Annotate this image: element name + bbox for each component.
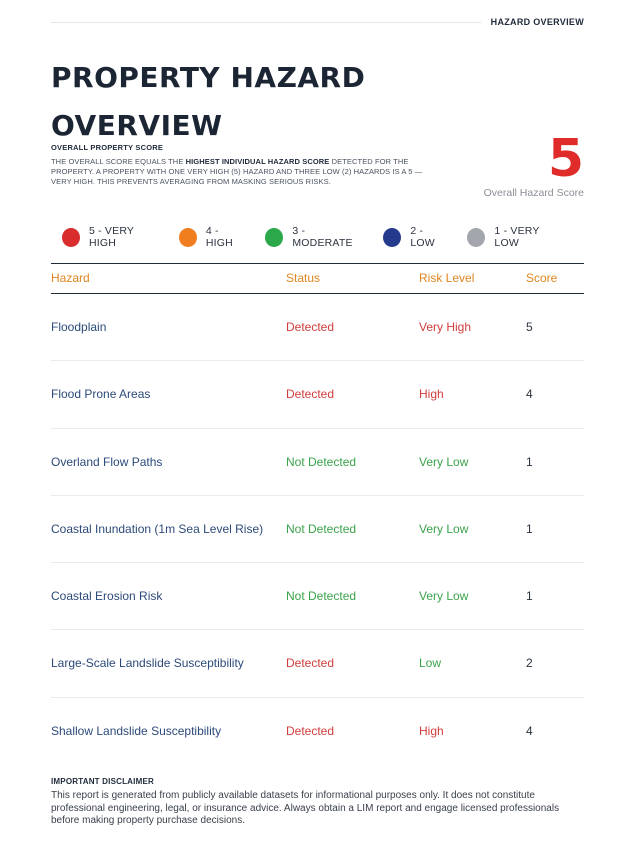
very-low-dot xyxy=(467,228,485,247)
page-title: PROPERTY HAZARD OVERVIEW xyxy=(51,61,366,142)
low-dot xyxy=(383,228,401,247)
table-row xyxy=(51,361,584,428)
hazard-score: 1 xyxy=(526,589,533,604)
hazard-risk-level: Very Low xyxy=(419,521,469,536)
hazard-score: 1 xyxy=(526,454,533,469)
header-risk-level: Risk Level xyxy=(419,271,475,285)
table-row xyxy=(51,496,584,563)
hazard-name: Floodplain xyxy=(51,320,107,334)
explanation-text-start: THE OVERALL SCORE EQUALS THE xyxy=(51,157,186,166)
hazard-status: Detected xyxy=(286,320,335,334)
overall-score-value: 5 xyxy=(547,129,584,189)
legend-item xyxy=(62,225,160,249)
section-label: HAZARD OVERVIEW xyxy=(490,17,584,27)
hazard-status: Detected xyxy=(286,723,335,738)
hazard-status: Detected xyxy=(286,656,335,671)
hazard-status: Not Detected xyxy=(286,521,357,536)
explanation-text-bold: HIGHEST INDIVIDUAL HAZARD SCORE xyxy=(185,157,330,166)
disclaimer xyxy=(51,777,586,828)
hazard-risk-level: High xyxy=(419,387,444,402)
overall-score-block xyxy=(483,129,584,199)
moderate-dot xyxy=(265,228,283,247)
explanation-text-end: DETECTED FOR THE PROPERTY. A PROPERTY WITH ONE VERY HIGH (5) HAZARD AND THREE LOW (2) HAZARDS IS A 5 — VERY HIGH. THIS PREVENTS AVERAGING FROM MASKING SERIOUS RISKS. xyxy=(51,157,423,186)
table-row xyxy=(51,563,584,630)
hazard-name: Coastal Inundation (1m Sea Level Rise) xyxy=(51,521,264,536)
legend-item xyxy=(265,225,364,249)
legend-label: 3 - MODERATE xyxy=(292,225,353,249)
hazard-name: Overland Flow Paths xyxy=(51,454,163,469)
hazard-score: 4 xyxy=(526,387,533,402)
table-row xyxy=(51,429,584,496)
legend-label: 2 - LOW xyxy=(410,225,435,249)
hazard-risk-level: High xyxy=(419,723,444,738)
overall-score-caption: Overall Hazard Score xyxy=(483,187,584,199)
table-body xyxy=(51,294,584,765)
hazard-status: Detected xyxy=(286,387,335,402)
hazard-risk-level: Very Low xyxy=(419,454,469,469)
table-header xyxy=(51,263,584,294)
table-row xyxy=(51,294,584,361)
hazard-name: Large-Scale Landslide Susceptibility xyxy=(51,656,244,671)
table-row xyxy=(51,698,584,765)
hazard-score: 2 xyxy=(526,656,533,671)
hazard-name: Coastal Erosion Risk xyxy=(51,589,163,604)
header-rule xyxy=(51,22,481,23)
legend-label: 5 - VERY HIGH xyxy=(88,225,134,249)
hazard-score: 4 xyxy=(526,723,533,738)
disclaimer-text: This report is generated from publicly available datasets for informational purposes only. It does not constitute professional engineering, legal, or insurance advice. Always obtain a LIM report and engage licensed professionals before making property purchase decisions. xyxy=(51,790,560,826)
header-hazard: Hazard xyxy=(51,271,90,285)
high-dot xyxy=(179,228,197,247)
legend-item xyxy=(179,225,246,249)
header-score: Score xyxy=(526,271,558,285)
legend-label: 4 - HIGH xyxy=(205,225,233,249)
hazard-name: Flood Prone Areas xyxy=(51,387,151,402)
legend-label: 1 - VERY LOW xyxy=(494,225,540,249)
page-header xyxy=(51,12,584,34)
overall-score-explanation xyxy=(51,157,441,187)
legend-item xyxy=(467,225,563,249)
disclaimer-title: IMPORTANT DISCLAIMER xyxy=(51,777,154,786)
header-status: Status xyxy=(286,271,321,285)
overall-score-heading: OVERALL PROPERTY SCORE xyxy=(51,143,164,152)
hazard-name: Shallow Landslide Susceptibility xyxy=(51,723,222,738)
risk-legend xyxy=(62,225,582,249)
hazard-status: Not Detected xyxy=(286,589,357,604)
hazard-risk-level: Low xyxy=(419,656,442,671)
legend-item xyxy=(383,225,448,249)
hazard-status: Not Detected xyxy=(286,454,357,469)
hazard-risk-level: Very Low xyxy=(419,589,469,604)
hazard-table xyxy=(51,263,584,765)
hazard-score: 5 xyxy=(526,320,533,334)
very-high-dot xyxy=(62,228,80,247)
hazard-score: 1 xyxy=(526,521,533,536)
overall-property-score-section xyxy=(51,143,441,187)
table-row xyxy=(51,630,584,697)
hazard-risk-level: Very High xyxy=(419,320,472,334)
